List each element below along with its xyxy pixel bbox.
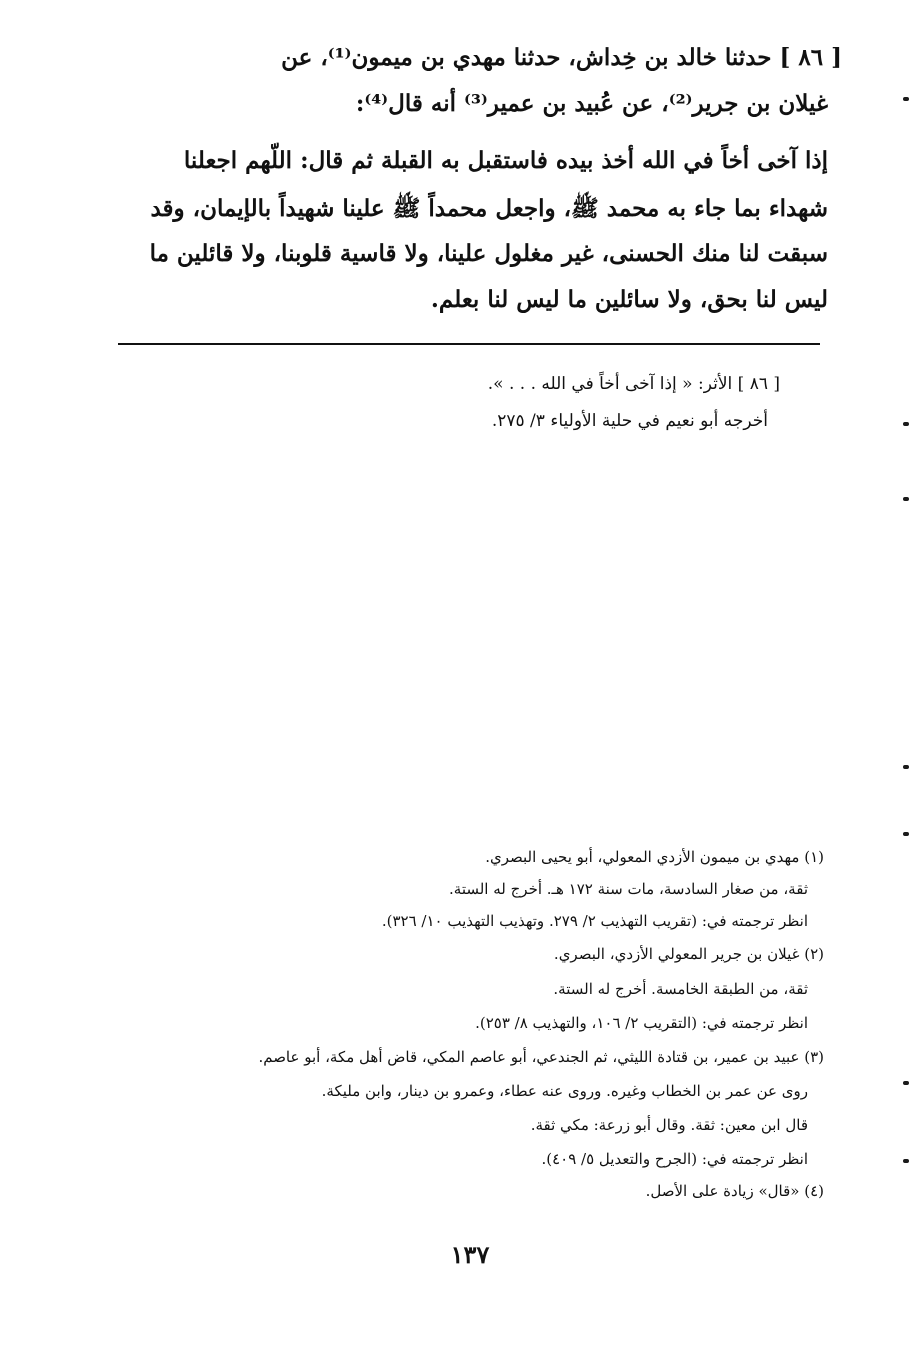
page-number: ١٣٧: [450, 1240, 490, 1269]
hadith-line: سبقت لنا منك الحسنى، غير مغلول علينا، ولا قاسية قلوبنا، ولا قائلين ما: [149, 240, 828, 267]
scan-speck: [903, 422, 909, 426]
scan-speck: [903, 832, 909, 836]
footnote-divider: [118, 343, 820, 345]
footnote-line: قال ابن معين: ثقة. وقال أبو زرعة: مكي ثقة.: [530, 1116, 808, 1134]
hadith-line: إذا آخى أخاً في الله أخذ بيده فاستقبل به القبلة ثم قال: اللّهم اجعلنا: [183, 147, 828, 174]
scan-speck: [903, 497, 909, 501]
scan-speck: [903, 1159, 909, 1163]
hadith-line: شهداء بما جاء به محمد ﷺ، واجعل محمداً ﷺ علينا شهيداً بالإيمان، وقد: [150, 195, 828, 222]
athar-note-line: [ ٨٦ ] الأثر: « إذا آخى أخاً في الله . . . ».: [487, 374, 780, 394]
footnote-line: انظر ترجمته في: (التقريب ٢/ ١٠٦، والتهذيب ٨/ ٢٥٣).: [475, 1014, 808, 1032]
scan-speck: [903, 1081, 909, 1085]
footnote-line: (٣) عبيد بن عمير، بن قتادة الليثي، ثم الجندعي، أبو عاصم المكي، قاض أهل مكة، أبو عاصم.: [258, 1048, 824, 1066]
footnote-line: انظر ترجمته في: (الجرح والتعديل ٥/ ٤٠٩).: [541, 1150, 808, 1168]
footnote-line: ثقة، من الطبقة الخامسة. أخرج له الستة.: [553, 980, 808, 998]
hadith-line: ليس لنا بحق، ولا سائلين ما ليس لنا بعلم.: [430, 286, 828, 313]
scan-speck: [903, 765, 909, 769]
footnote-line: (٢) غيلان بن جرير المعولي الأزدي، البصري.: [553, 945, 824, 963]
footnote-line: روى عن عمر بن الخطاب وغيره. وروى عنه عطاء، وعمرو بن دينار، وابن مليكة.: [321, 1082, 808, 1100]
hadith-line: غيلان بن جرير⁽²⁾، عن عُبيد بن عمير⁽³⁾ أنه قال⁽⁴⁾:: [355, 90, 828, 117]
scan-speck: [903, 97, 909, 101]
footnote-line: ثقة، من صغار السادسة، مات سنة ١٧٢ هـ. أخرج له الستة.: [449, 880, 808, 898]
footnote-line: (١) مهدي بن ميمون الأزدي المعولي، أبو يحيى البصري.: [485, 848, 824, 866]
hadith-line: [ ٨٦ ] حدثنا خالد بن خِداش، حدثنا مهدي بن ميمون⁽¹⁾، عن: [281, 44, 842, 71]
footnote-line: (٤) «قال» زيادة على الأصل.: [645, 1182, 824, 1200]
footnote-line: انظر ترجمته في: (تقريب التهذيب ٢/ ٢٧٩. وتهذيب التهذيب ١٠/ ٣٢٦).: [381, 912, 808, 930]
athar-note-line: أخرجه أبو نعيم في حلية الأولياء ٣/ ٢٧٥.: [491, 411, 768, 431]
